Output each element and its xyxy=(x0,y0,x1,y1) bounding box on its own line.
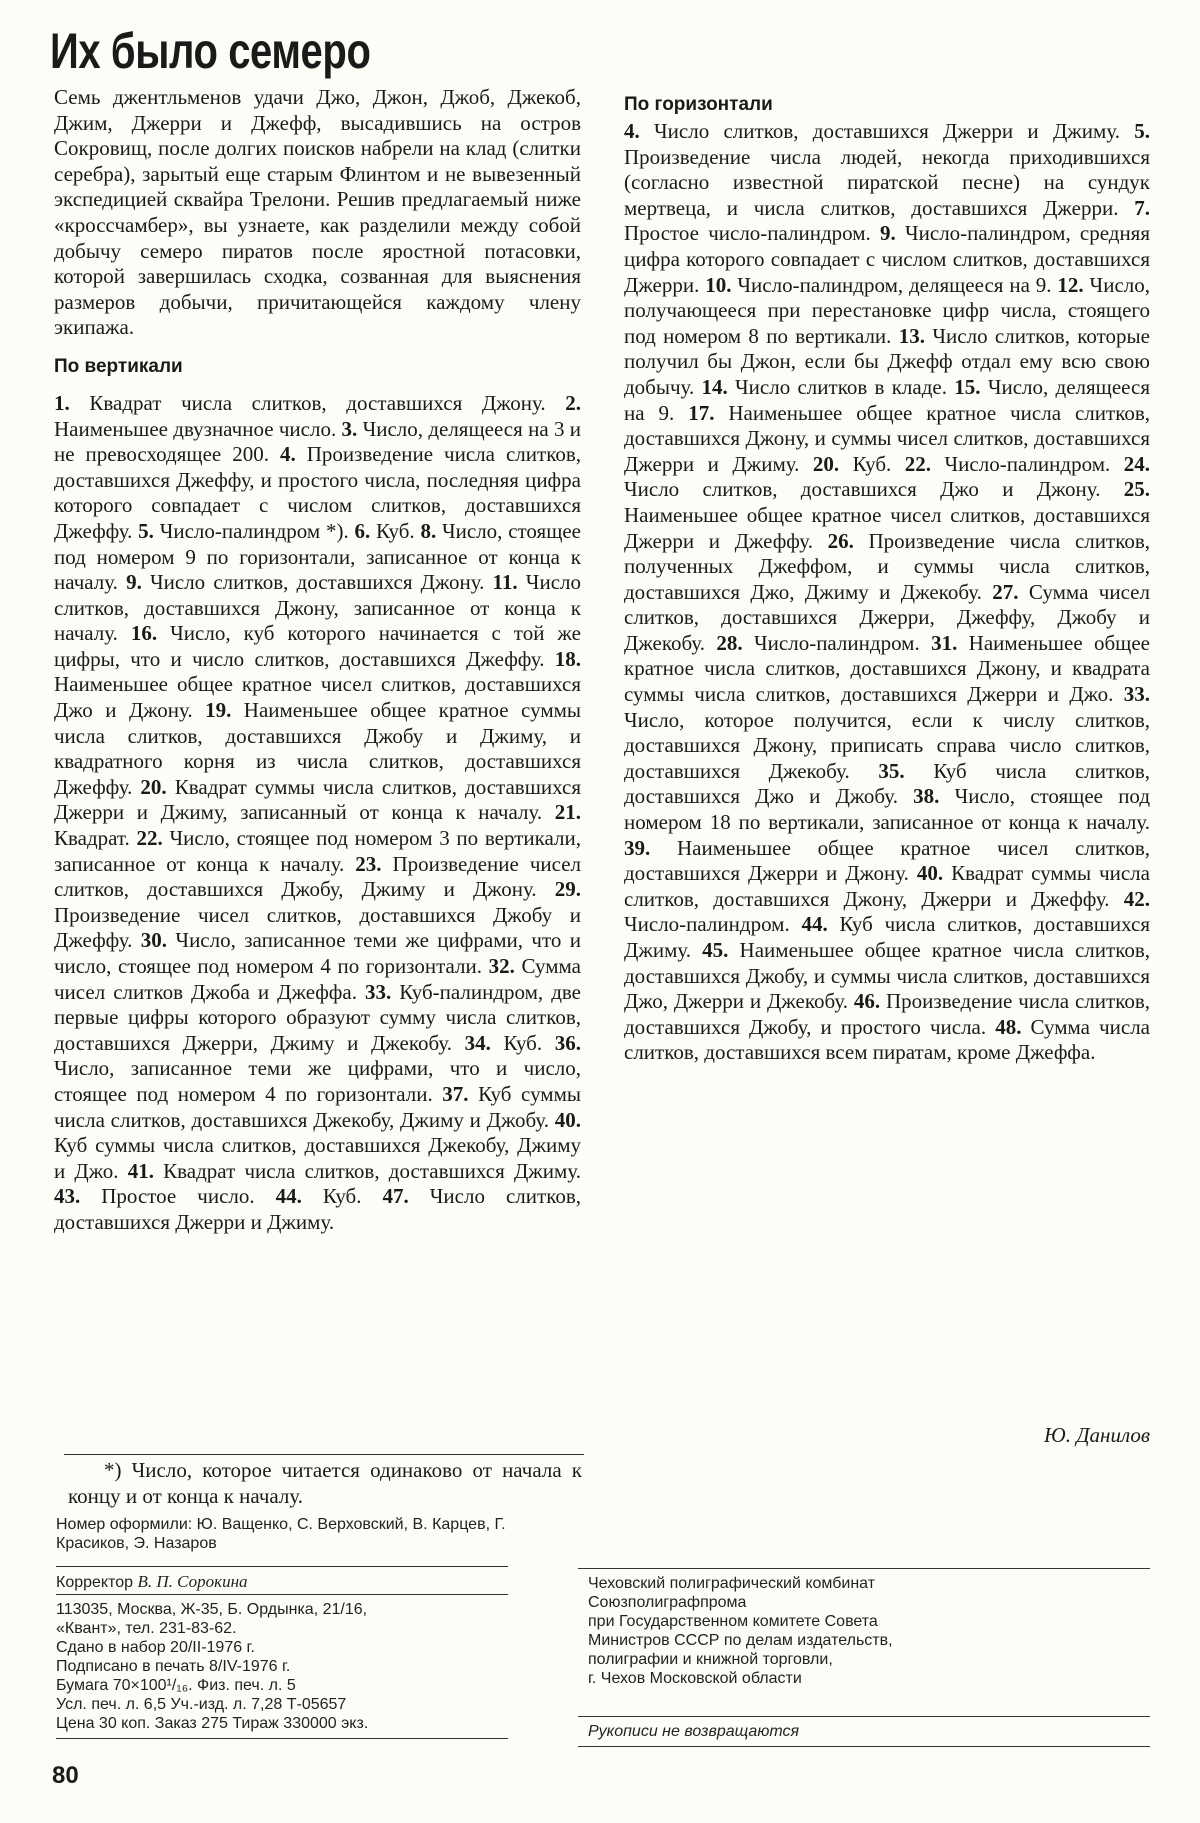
horizontal-clue-text: Наименьшее общее кратное чисел слитков, доставшихся Джерри и Джону. xyxy=(624,835,1150,886)
vertical-clue-number: 41. xyxy=(127,1158,154,1183)
vertical-clue-text: Наименьшее общее кратное суммы числа слитков, доставшихся Джобу и Джиму, и квадратного корня из числа слитков, доставшихся Джеффу. xyxy=(54,698,582,799)
horizontal-clue-number: 12. xyxy=(1057,272,1084,297)
vertical-clue-text: Число, записанное теми же цифрами, что и число, стоящее под номером 4 по горизонтали. xyxy=(54,928,581,978)
horizontal-clue-number: 14. xyxy=(701,374,728,399)
printer-line: полиграфии и книжной торговли, xyxy=(588,1651,833,1668)
vertical-clue-number: 11. xyxy=(492,570,518,595)
printer-line: Чеховский полиграфический комбинат xyxy=(588,1575,876,1592)
notice: Рукописи не возвращаются xyxy=(588,1723,800,1740)
vertical-heading: По вертикали xyxy=(54,355,183,377)
vertical-clue-number: 34. xyxy=(464,1030,491,1055)
printer-line: г. Чехов Московской области xyxy=(588,1670,802,1687)
vertical-clue-number: 9. xyxy=(126,570,142,595)
vertical-clue-number: 18. xyxy=(554,646,581,671)
horizontal-clue-number: 13. xyxy=(898,323,926,348)
vertical-clue-number: 19. xyxy=(205,698,232,723)
imprint-bottom-rule xyxy=(56,1738,508,1739)
horizontal-clue-number: 22. xyxy=(904,451,932,476)
horizontal-clue-text: Число слитков, доставшихся Джерри и Джиму. xyxy=(639,119,1135,143)
horizontal-clue-number: 15. xyxy=(954,374,981,399)
vertical-clue-text: Квадрат числа слитков, доставшихся Джону. xyxy=(69,390,566,415)
horizontal-clue-text: Число, делящееся на 9. xyxy=(624,374,1150,425)
horizontal-clue-number: 35. xyxy=(878,758,905,783)
vertical-clue-text: Наименьшее двузначное число. xyxy=(54,416,342,441)
designers-text: Номер оформили: Ю. Ващенко, С. Верховский, В. Карцев, Г. Красиков, Э. Назаров xyxy=(56,1516,506,1552)
horizontal-clue-text: Сумма чисел слитков, доставшихся Джерри, Джеффу, Джобу и Джекобу. xyxy=(624,579,1150,655)
horizontal-clue-text: Число-палиндром. xyxy=(931,451,1124,476)
left-column xyxy=(54,85,581,1236)
horizontal-clue-number: 17. xyxy=(688,400,715,425)
vertical-clue-number: 30. xyxy=(140,928,168,953)
vertical-clue-text: Число-палиндром *). xyxy=(153,518,355,543)
vertical-clue-number: 1. xyxy=(54,390,70,415)
vertical-clue-text: Куб. xyxy=(490,1030,555,1055)
horizontal-clue-number: 25. xyxy=(1123,477,1150,502)
corrector-top-rule xyxy=(56,1566,508,1567)
horizontal-clue-number: 33. xyxy=(1123,682,1150,707)
corrector-name: В. П. Сорокина xyxy=(137,1572,248,1591)
vertical-clue-text: Куб-палиндром, две первые цифры которого образуют сумму числа слитков, доставшихся Джерри, Джиму и Джекобу. xyxy=(54,979,582,1055)
vertical-clue-number: 33. xyxy=(365,979,392,1004)
vertical-clue-number: 32. xyxy=(488,954,515,978)
horizontal-clue-number: 48. xyxy=(995,1014,1022,1039)
vertical-clue-number: 43. xyxy=(54,1184,81,1209)
imprint-line: Сдано в набор 20/II-1976 г. xyxy=(56,1639,255,1656)
vertical-clue-text: Число, записанное теми же цифрами, что и число, стоящее под номером 4 по горизонтали. xyxy=(54,1056,581,1106)
vertical-clue-number: 29. xyxy=(554,877,581,902)
horizontal-clue-number: 24. xyxy=(1123,451,1150,476)
corrector-label: Корректор xyxy=(56,1574,134,1591)
vertical-clue-number: 4. xyxy=(279,442,296,467)
printer-block xyxy=(588,1574,893,1688)
horizontal-clue-number: 28. xyxy=(716,630,743,655)
imprint-line: «Квант», тел. 231-83-62. xyxy=(56,1620,237,1637)
footnote: *) Число, которое читается одинаково от начала к концу и от конца к началу. xyxy=(68,1458,582,1508)
vertical-clue-text: Число, стоящее под номером 3 по вертикали, записанное от конца к началу. xyxy=(54,826,581,876)
horizontal-clue-text: Число, получающееся при перестановке цифр числа, стоящего под номером 8 по вертикали. xyxy=(624,272,1150,348)
vertical-clue-number: 6. xyxy=(354,518,371,543)
horizontal-clue-number: 40. xyxy=(916,861,944,886)
horizontal-clue-number: 39. xyxy=(624,835,651,860)
vertical-clue-number: 8. xyxy=(420,518,437,543)
horizontal-clue-number: 10. xyxy=(705,272,732,297)
printer-line: Министров СССР по делам издательств, xyxy=(588,1632,893,1649)
horizontal-clue-number: 4. xyxy=(624,119,640,143)
horizontal-clue-text: Число слитков, доставшихся Джо и Джону. xyxy=(624,477,1124,502)
horizontal-clue-text: Наименьшее общее кратное числа слитков, доставшихся Джобу, и суммы числа слитков, доставшихся Джо, Джерри и Джекобу. xyxy=(624,938,1150,1014)
horizontal-clue-text: Произведение числа людей, некогда приходившихся (согласно известной пиратской песне) на сундук мертвеца, и числа слитков, доставшихся Джерри. xyxy=(624,144,1150,220)
intro-paragraph: Семь джентльменов удачи Джо, Джон, Джоб, Джекоб, Джим, Джерри и Джефф, высадившись на остров Сокровищ, после долгих поисков набрели на клад (слитки серебра), зарытый еще старым Флинтом и не вывезенный экспедицией сквайра Трелони. Решив предлагаемый ниже «кроссчамбер», вы узнаете, как разделили между собой добычу семеро пиратов после яростной потасовки, которой завершилась сходка, созванная для выяснения размеров добычи, причитающейся каждому члену экипажа. xyxy=(54,85,581,340)
horizontal-clue-number: 45. xyxy=(702,938,729,962)
vertical-clue-text: Наименьшее общее кратное чисел слитков, доставшихся Джо и Джону. xyxy=(54,672,581,723)
vertical-clue-number: 5. xyxy=(138,518,154,543)
vertical-clue-text: Сумма чисел слитков Джоба и Джеффа. xyxy=(54,954,581,1004)
vertical-clue-text: Простое число. xyxy=(80,1184,276,1209)
horizontal-clue-text: Сумма числа слитков, доставшихся всем пиратам, кроме Джеффа. xyxy=(624,1014,1150,1065)
vertical-clue-number: 36. xyxy=(554,1030,582,1055)
imprint-line: Цена 30 коп. Заказ 275 Тираж 330000 экз. xyxy=(56,1715,369,1732)
horizontal-clue-text: Число слитков в кладе. xyxy=(727,374,955,399)
vertical-clue-number: 47. xyxy=(382,1184,409,1209)
printer-line: Союзполиграфпрома xyxy=(588,1594,747,1611)
imprint-line: 113035, Москва, Ж-35, Б. Ордынка, 21/16, xyxy=(56,1601,368,1618)
horizontal-clue-text: Число, стоящее под номером 18 по вертикали, записанное от конца к началу. xyxy=(624,784,1151,835)
corrector-bottom-rule xyxy=(56,1594,508,1595)
printer-bottom-rule xyxy=(578,1716,1150,1717)
vertical-clue-text: Произведение числа слитков, доставшихся Джеффу, и простого числа, последняя цифра которого совпадает с числом слитков, доставшихся Джеффу. xyxy=(54,442,581,543)
vertical-clues xyxy=(54,391,581,1236)
page-number: 80 xyxy=(52,1762,79,1789)
vertical-clue-number: 16. xyxy=(130,621,158,646)
horizontal-clue-number: 20. xyxy=(812,451,840,476)
horizontal-clue-text: Число слитков, которые получил бы Джон, если бы Джефф отдал ему всю свою добычу. xyxy=(624,323,1150,399)
vertical-clue-text: Число, куб которого начинается с той же цифры, что и число слитков, доставшихся Джеффу. xyxy=(54,621,581,671)
printer-top-rule xyxy=(578,1568,1150,1569)
corrector-line xyxy=(56,1572,248,1592)
horizontal-clue-text: Наименьшее общее кратное числа слитков, доставшихся Джону, и суммы чисел слитков, доставшихся Джерри и Джиму. xyxy=(624,400,1150,476)
vertical-clue-number: 23. xyxy=(355,851,382,876)
vertical-clue-number: 2. xyxy=(565,390,581,415)
horizontal-clues xyxy=(624,119,1150,1066)
horizontal-clue-text: Наименьшее общее кратное чисел слитков, доставшихся Джерри и Джеффу. xyxy=(624,502,1150,553)
vertical-clue-text: Число слитков, доставшихся Джону, записанное от конца к началу. xyxy=(54,570,581,646)
designers-credit xyxy=(56,1515,576,1553)
notice-bottom-rule xyxy=(578,1746,1150,1747)
vertical-clue-number: 44. xyxy=(275,1184,302,1209)
horizontal-clue-number: 27. xyxy=(992,579,1019,604)
horizontal-clue-text: Квадрат суммы числа слитков, доставшихся Джону, Джерри и Джеффу. xyxy=(624,861,1150,911)
horizontal-clue-text: Наименьшее общее кратное числа слитков, доставшихся Джону, и квадрата суммы числа слитков, доставшихся Джерри и Джо. xyxy=(624,630,1150,707)
vertical-clue-text: Число, делящееся на 3 и не превосходящее 200. xyxy=(54,416,581,467)
horizontal-clue-text: Число-палиндром. xyxy=(624,912,802,937)
horizontal-clue-number: 26. xyxy=(827,528,854,553)
horizontal-clue-text: Произведение числа слитков, полученных Джеффом, и суммы числа слитков, доставшихся Джо, Джиму и Джекобу. xyxy=(624,528,1150,604)
right-column xyxy=(624,85,1150,1066)
author-signature: Ю. Данилов xyxy=(1044,1423,1150,1447)
horizontal-clue-text: Произведение числа слитков, доставшихся Джобу, и простого числа. xyxy=(624,989,1151,1039)
horizontal-clue-number: 9. xyxy=(880,221,896,246)
horizontal-clue-number: 42. xyxy=(1123,886,1150,911)
vertical-clue-text: Число, стоящее под номером 9 по горизонтали, записанное от конца к началу. xyxy=(54,518,582,595)
imprint-line: Подписано в печать 8/IV-1976 г. xyxy=(56,1658,291,1675)
vertical-clue-text: Произведение чисел слитков, доставшихся Джобу и Джеффу. xyxy=(54,902,581,953)
imprint-line: Усл. печ. л. 6,5 Уч.-изд. л. 7,28 Т-05657 xyxy=(56,1696,347,1713)
printer-line: при Государственном комитете Совета xyxy=(588,1613,878,1630)
horizontal-clue-text: Число-палиндром, средняя цифра которого совпадает с числом слитков, доставшихся Джерри. xyxy=(624,221,1151,297)
horizontal-clue-text: Куб числа слитков, доставшихся Джиму. xyxy=(624,912,1150,962)
horizontal-clue-number: 7. xyxy=(1134,195,1150,220)
vertical-clue-number: 21. xyxy=(554,800,581,825)
horizontal-clue-number: 46. xyxy=(853,989,881,1014)
vertical-clue-text: Число слитков, доставшихся Джерри и Джиму. xyxy=(54,1184,581,1234)
horizontal-heading: По горизонтали xyxy=(624,94,773,115)
vertical-clue-number: 20. xyxy=(140,774,167,799)
vertical-clue-text: Произведение чисел слитков, доставшихся Джобу, Джиму и Джону. xyxy=(54,851,582,902)
vertical-clue-text: Квадрат числа слитков, доставшихся Джиму. xyxy=(153,1158,581,1183)
vertical-clue-text: Куб. xyxy=(301,1184,383,1209)
footnote-divider xyxy=(64,1454,584,1455)
article-title: Их было семеро xyxy=(50,23,371,79)
vertical-clue-number: 22. xyxy=(136,826,163,851)
horizontal-clue-text: Куб числа слитков, доставшихся Джо и Джобу. xyxy=(624,758,1150,809)
imprint-line: Бумага 70×100¹/₁₆. Физ. печ. л. 5 xyxy=(56,1677,296,1694)
vertical-clue-text: Куб. xyxy=(370,518,421,543)
horizontal-clue-text: Простое число-палиндром. xyxy=(624,221,881,246)
horizontal-clue-number: 5. xyxy=(1134,119,1150,143)
vertical-clue-text: Квадрат. xyxy=(54,826,137,851)
horizontal-clue-text: Число-палиндром. xyxy=(742,630,932,655)
horizontal-clue-text: Число-палиндром, делящееся на 9. xyxy=(731,272,1058,297)
horizontal-clue-number: 44. xyxy=(801,912,828,937)
horizontal-clue-text: Число, которое получится, если к числу слитков, доставшихся Джону, приписать справа число слитков, доставшихся Джекобу. xyxy=(624,707,1150,783)
vertical-clue-number: 40. xyxy=(554,1107,581,1132)
vertical-clue-text: Куб суммы числа слитков, доставшихся Джекобу, Джиму и Джобу. xyxy=(54,1081,581,1132)
horizontal-clue-number: 31. xyxy=(931,630,958,655)
horizontal-clue-text: Куб. xyxy=(839,451,905,476)
imprint-block xyxy=(56,1600,368,1733)
vertical-clue-number: 3. xyxy=(341,416,358,441)
horizontal-clue-number: 38. xyxy=(913,784,940,809)
vertical-clue-text: Число слитков, доставшихся Джону. xyxy=(141,570,493,595)
vertical-clue-number: 37. xyxy=(442,1081,469,1106)
vertical-clue-text: Квадрат суммы числа слитков, доставшихся Джерри и Джиму, записанный от конца к началу. xyxy=(54,774,581,825)
vertical-clue-text: Куб суммы числа слитков, доставшихся Джекобу, Джиму и Джо. xyxy=(54,1133,581,1183)
